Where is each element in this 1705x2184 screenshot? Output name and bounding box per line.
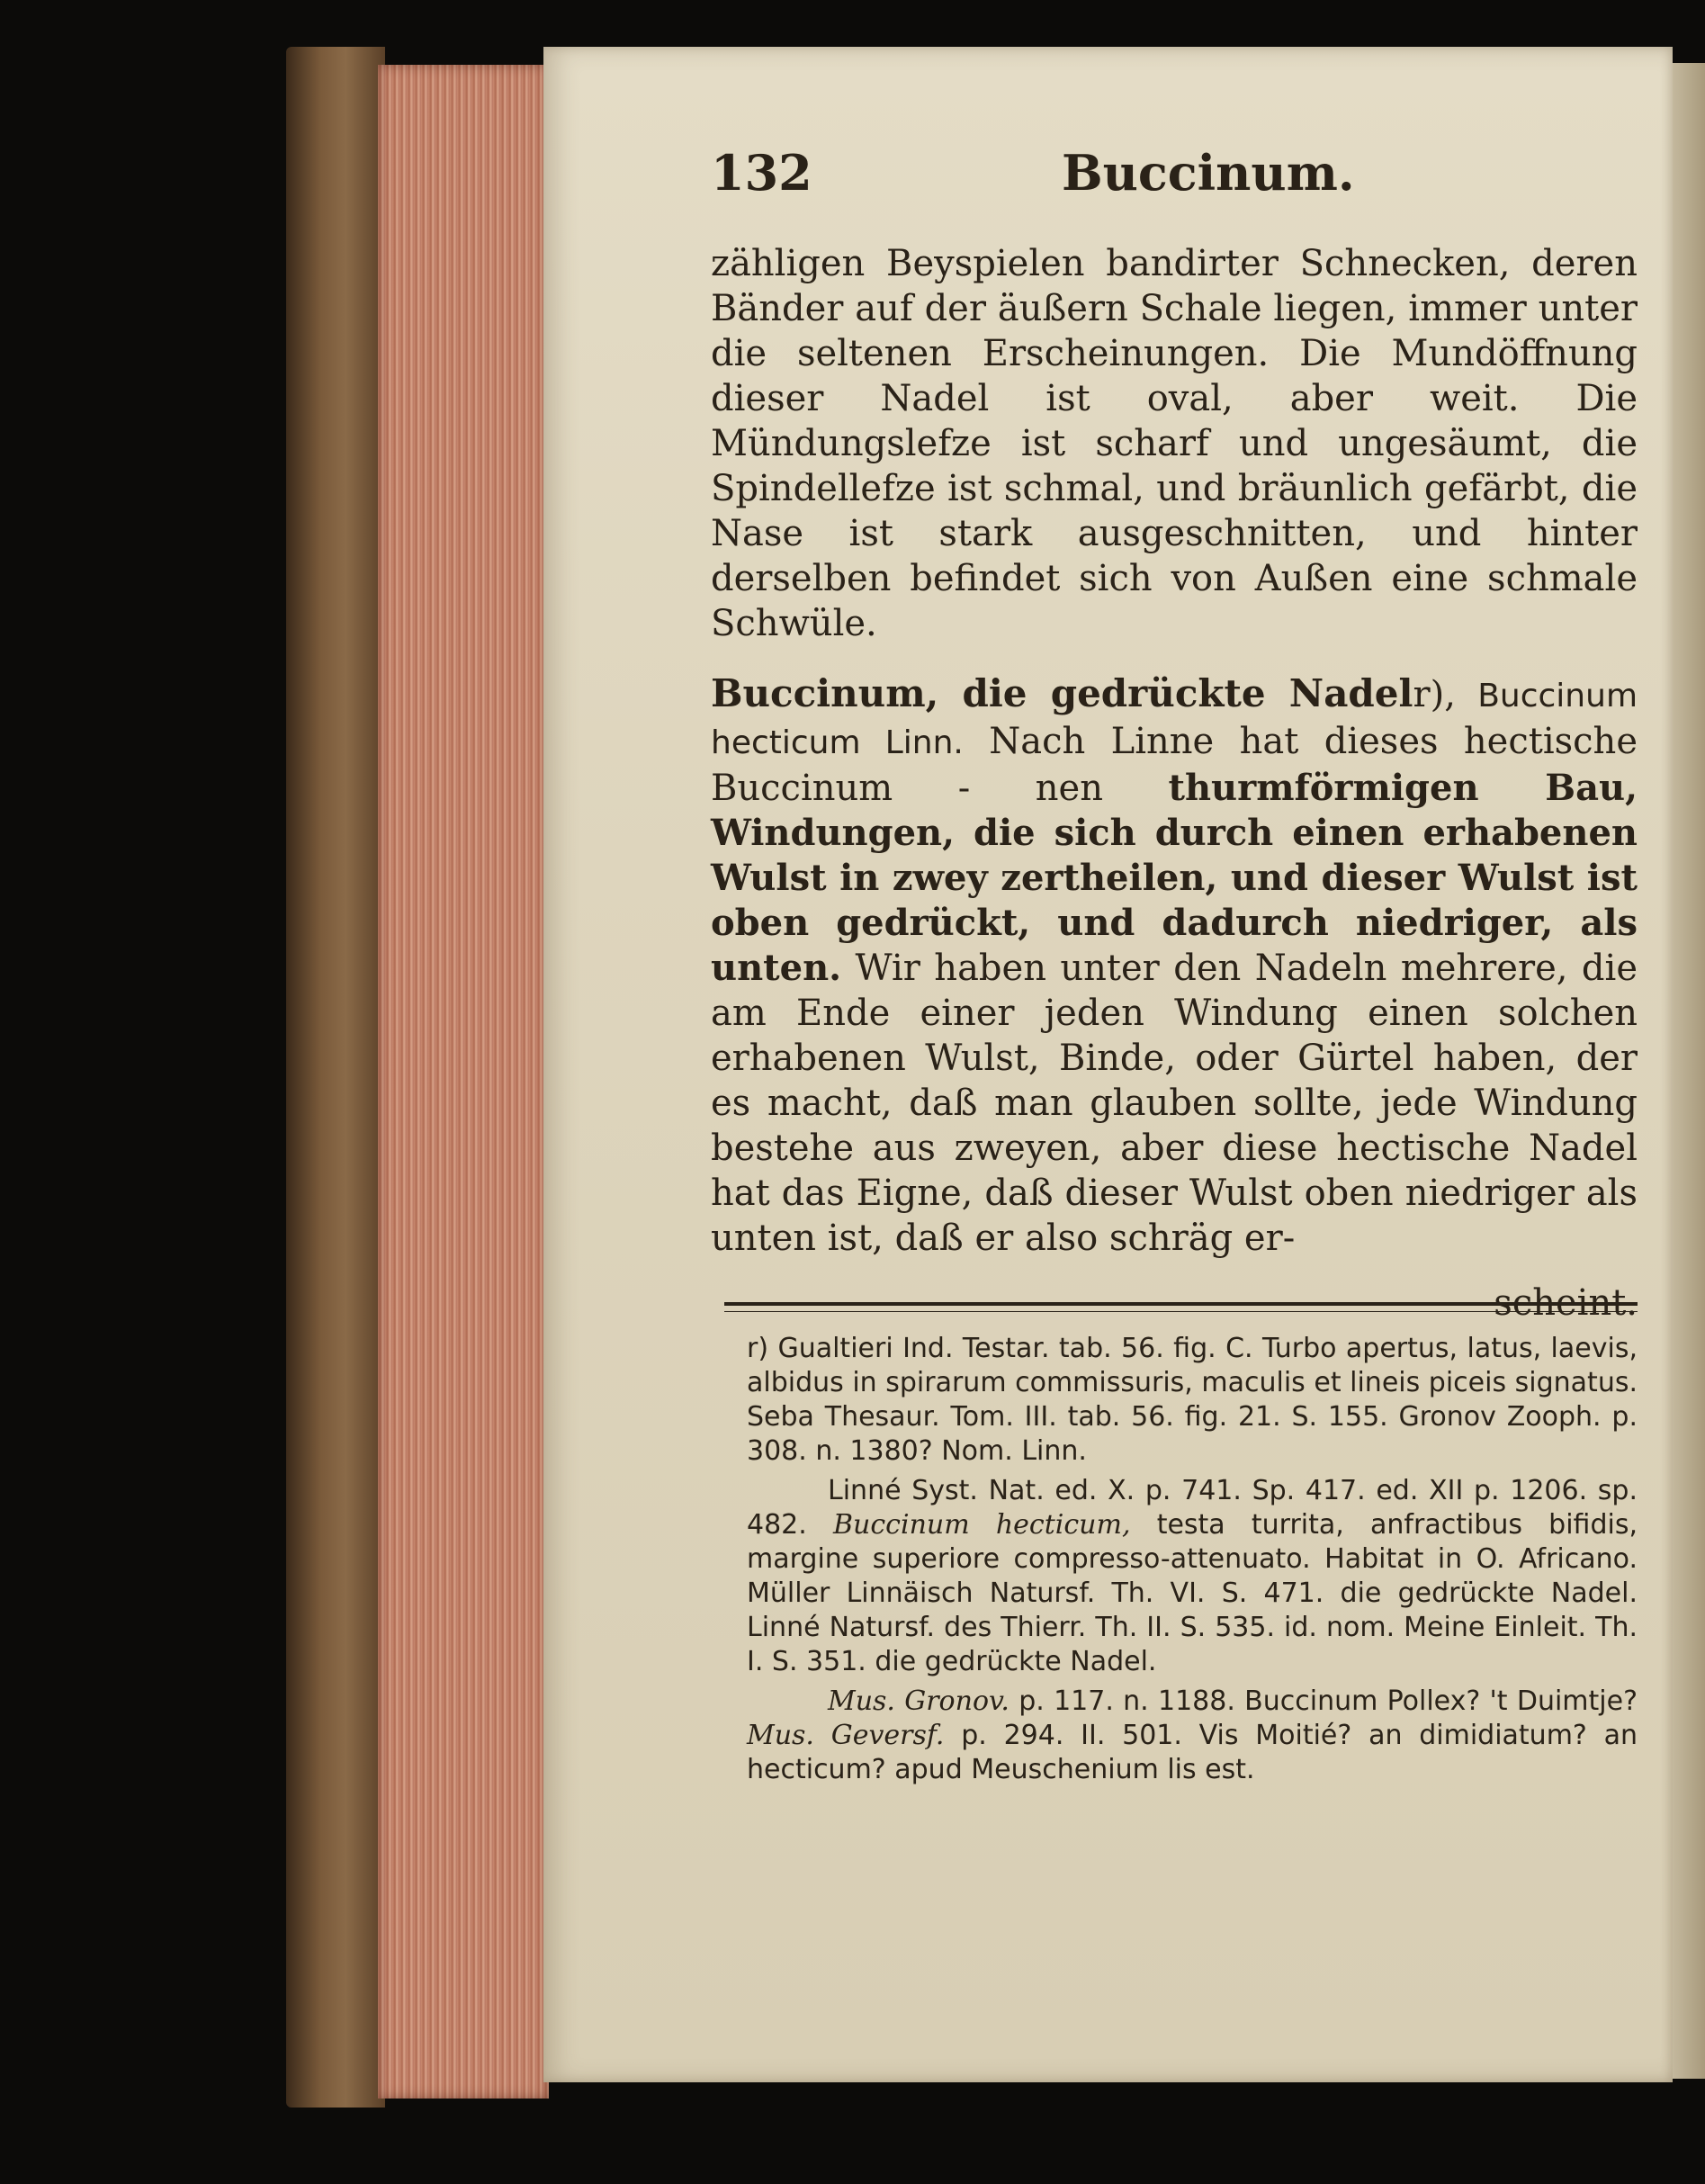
running-head: Buccinum. (1062, 144, 1355, 202)
book-spine (286, 47, 385, 2108)
paragraph-entry (711, 671, 1638, 1261)
entry-heading: Buccinum, die gedrückte Nadel (711, 671, 1413, 715)
footnote-para-3 (747, 1685, 1638, 1787)
footnote-para-3-italic-c: Mus. Geversf. (747, 1720, 945, 1751)
footnote-para-1: r) Gualtieri Ind. Testar. tab. 56. fig. C. Turbo apertus, latus, laevis, albidus in spirarum commissuris, maculis et lineis piceis signatus. Seba Thesaur. Tom. III. tab. 56. fig. 21. S. 155. Gronov Zooph. p. 308. n. 1380? Nom. Linn. (747, 1333, 1638, 1467)
body-text (711, 241, 1638, 1326)
footnote-para-3-b: p. 117. n. 1188. Buccinum Pollex? 't Duimtje? (1009, 1685, 1638, 1717)
entry-bold-text: thurmförmigen Bau, Windungen, die sich durch einen erhabenen Wulst in zwey zertheilen, und dieser Wulst ist oben gedrückt, und dadurch niedriger, als unten. (711, 767, 1638, 989)
text-block (711, 144, 1638, 1326)
entry-text-1: Nach Linne hat dieses hectische Buccinum - nen (711, 721, 1638, 809)
entry-text-2: Wir haben unter den Nadeln mehrere, die am Ende einer jeden Windung einen solchen erhabenen Wulst, Binde, oder Gürtel haben, der es macht, daß man glauben sollte, jede Windung bestehe aus zweyen, aber diese hectische Nadel hat das Eigne, daß dieser Wulst oben niedriger als unten ist, daß er also schräg er- (711, 948, 1638, 1259)
entry-closing-word: scheint. (1494, 1282, 1638, 1324)
footnote-para-2-a: Linné Syst. Nat. ed. X. p. 741. Sp. 417. ed. XII p. 1206. sp. 482. (747, 1475, 1638, 1541)
page-header (711, 144, 1638, 216)
footnote-block (747, 1332, 1638, 1793)
footnote-rule (724, 1302, 1638, 1312)
footnote-para-2-italic: Buccinum hecticum, (833, 1509, 1131, 1541)
footnote-para-3-italic-a: Mus. Gronov. (828, 1685, 1010, 1717)
footnote-para-2-c: testa turrita, anfractibus bifidis, margine superiore compresso-attenuato. Habitat in O. Africano. Müller Linnäisch Natursf. Th. VI. S. 471. die gedrückte Nadel. Linné Natursf. des Thierr. Th. II. S. 535. id. nom. Meine Einleit. Th. I. S. 351. die gedrückte Nadel. (747, 1509, 1638, 1677)
entry-latin-name: Buccinum hecticum Linn. (711, 678, 1638, 761)
page-edges (378, 65, 549, 2099)
footnote-marker: r), (1413, 674, 1478, 715)
footnote-para-2 (747, 1474, 1638, 1679)
footnote-para-3-d: p. 294. II. 501. Vis Moitié? an dimidiatum? an hecticum? apud Meuschenium lis est. (747, 1720, 1638, 1785)
paragraph-continuation: zähligen Beyspielen bandirter Schnecken, deren Bänder auf der äußern Schale liegen, immer unter die seltenen Erscheinungen. Die Mundöffnung dieser Nadel ist oval, aber weit. Die Mündungslefze ist scharf und ungesäumt, die Spindellefze ist schmal, und bräunlich gefärbt, die Nase ist stark ausgeschnitten, und hinter derselben befindet sich von Außen eine schmale Schwüle. (711, 243, 1638, 644)
page-number: 132 (711, 144, 812, 202)
